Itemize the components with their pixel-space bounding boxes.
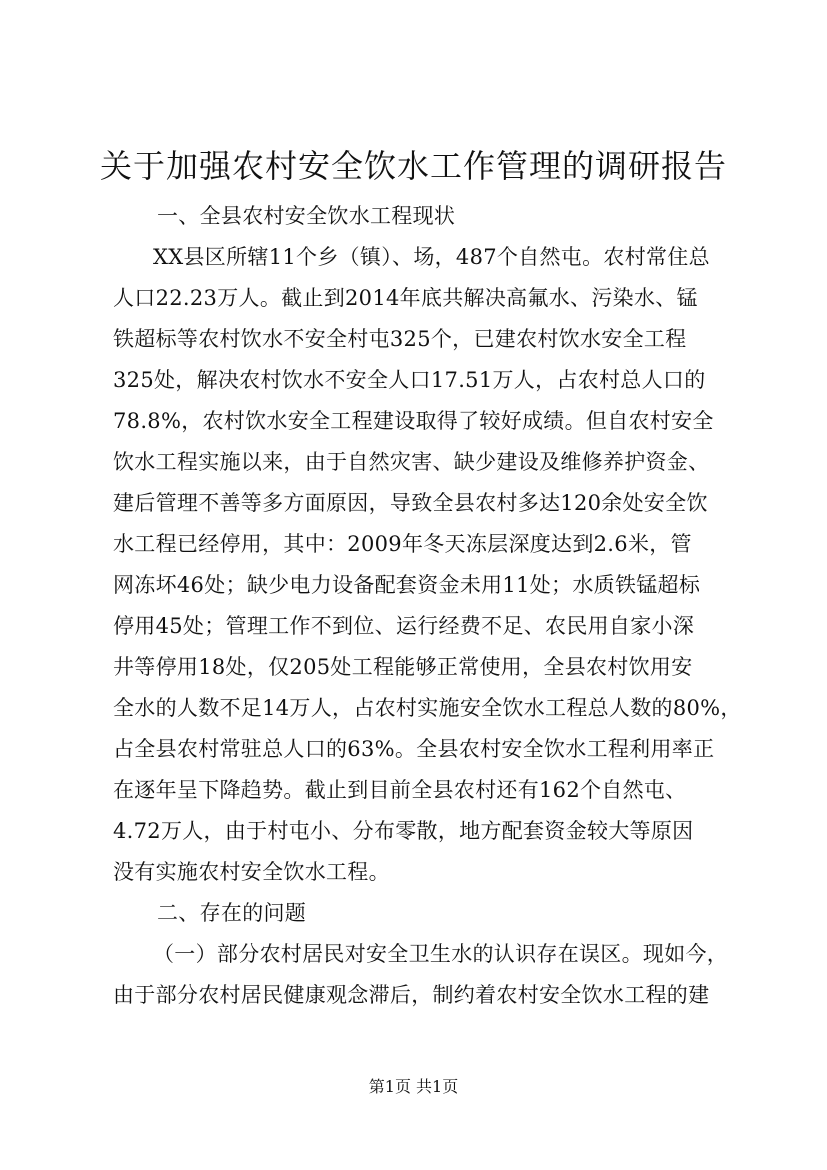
paragraph-line: 325处，解决农村饮水不安全人口17.51万人，占农村总人口的 xyxy=(113,368,706,392)
paragraph-line: 78.8%，农村饮水安全工程建设取得了较好成绩。但自农村安全 xyxy=(113,409,714,433)
document-title: 关于加强农村安全饮水工作管理的调研报告 xyxy=(99,147,727,185)
page-footer: 第1页 共1页 xyxy=(368,1077,459,1096)
paragraph-line: 占全县农村常驻总人口的63%。全县农村安全饮水工程利用率正 xyxy=(113,737,715,761)
paragraph-line: 铁超标等农村饮水不安全村屯325个，已建农村饮水安全工程 xyxy=(113,327,687,351)
section-heading-1: 一、全县农村安全饮水工程现状 xyxy=(157,204,456,228)
paragraph-line: 井等停用18处，仅205处工程能够正常使用，全县农村饮用安 xyxy=(113,655,693,679)
paragraph-line: 在逐年呈下降趋势。截止到目前全县农村还有162个自然屯、 xyxy=(113,778,687,802)
document-body xyxy=(113,196,742,1016)
paragraph-line: 水工程已经停用，其中：2009年冬天冻层深度达到2.6米，管 xyxy=(113,532,692,556)
paragraph-line: 网冻坏46处；缺少电力设备配套资金未用11处；水质铁锰超标 xyxy=(113,573,701,597)
paragraph-line: 建后管理不善等多方面原因，导致全县农村多达120余处安全饮 xyxy=(113,491,708,515)
paragraph-line: 4.72万人，由于村屯小、分布零散，地方配套资金较大等原因 xyxy=(113,819,694,843)
paragraph-line: （一）部分农村居民对安全卫生水的认识存在误区。现如今， xyxy=(153,942,729,966)
section-heading-2: 二、存在的问题 xyxy=(157,901,307,925)
paragraph-line: 饮水工程实施以来，由于自然灾害、缺少建设及维修养护资金、 xyxy=(113,450,710,474)
paragraph-line: 由于部分农村居民健康观念滞后，制约着农村安全饮水工程的建 xyxy=(113,983,710,1007)
paragraph-line: 停用45处；管理工作不到位、运行经费不足、农民用自家小深 xyxy=(113,614,695,638)
paragraph-line: XX县区所辖11个乡（镇）、场，487个自然屯。农村常住总 xyxy=(153,245,710,269)
paragraph-line: 人口22.23万人。截止到2014年底共解决高氟水、污染水、锰 xyxy=(113,286,698,310)
paragraph-line: 没有实施农村安全饮水工程。 xyxy=(113,860,390,884)
paragraph-line: 全水的人数不足14万人，占农村实施安全饮水工程总人数的80%， xyxy=(113,696,742,720)
